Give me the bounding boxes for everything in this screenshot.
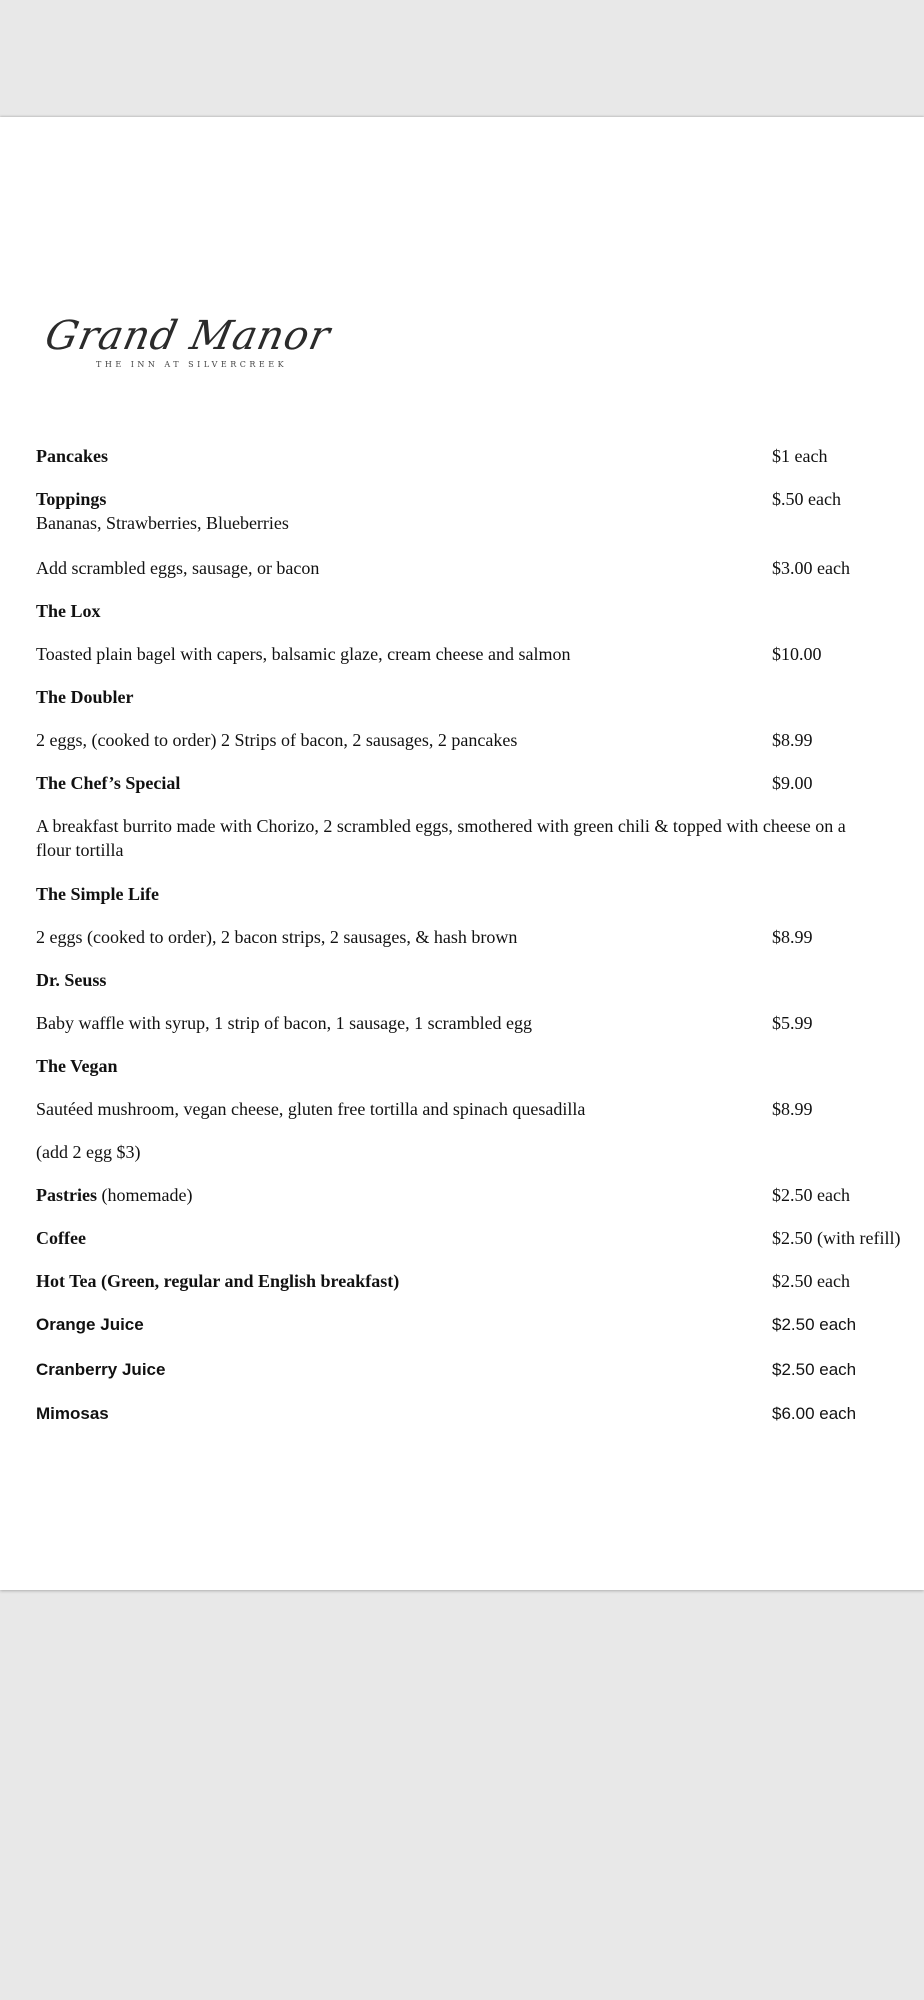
item-name: The Lox	[36, 601, 101, 621]
item-price: $2.50 each	[772, 1315, 857, 1334]
item-price: $6.00 each	[772, 1404, 857, 1423]
item-text: Baby waffle with syrup, 1 strip of bacon, 1 sausage, 1 scrambled egg	[36, 1013, 533, 1033]
menu-item-simple-life-description	[36, 925, 916, 949]
menu-item-vegan-add-egg	[36, 1140, 916, 1164]
item-name: Coffee	[36, 1228, 86, 1248]
item-price: $8.99	[772, 927, 813, 947]
item-text: 2 eggs (cooked to order), 2 bacon strips, 2 sausages, & hash brown	[36, 927, 518, 947]
menu-item-doubler-description	[36, 728, 916, 752]
menu-item-the-lox	[36, 599, 916, 623]
item-price: $1 each	[772, 446, 828, 466]
item-description: Bananas, Strawberries, Blueberries	[36, 513, 289, 533]
item-name: Toppings	[36, 489, 107, 509]
item-price: $10.00	[772, 644, 822, 664]
item-text: Toasted plain bagel with capers, balsamic glaze, cream cheese and salmon	[36, 644, 571, 664]
item-text: Sautéed mushroom, vegan cheese, gluten free tortilla and spinach quesadilla	[36, 1099, 586, 1119]
menu-item-coffee	[36, 1226, 916, 1250]
menu-item-chefs-special-description	[36, 814, 916, 862]
menu-page	[0, 117, 924, 1590]
logo-subtitle: THE INN AT SILVERCREEK	[96, 360, 288, 369]
logo-script-text: Grand Manor	[41, 313, 335, 359]
menu-item-the-doubler	[36, 685, 916, 709]
item-name: Orange Juice	[36, 1315, 144, 1334]
menu-item-dr-seuss-description	[36, 1011, 916, 1035]
menu-item-mimosas	[36, 1402, 916, 1426]
menu-item-lox-description	[36, 642, 916, 666]
item-price: $9.00	[772, 773, 813, 793]
menu-item-vegan-description	[36, 1097, 916, 1121]
menu-item-hot-tea	[36, 1269, 916, 1293]
menu-item-cranberry-juice	[36, 1358, 916, 1382]
item-text: Add scrambled eggs, sausage, or bacon	[36, 558, 320, 578]
menu-item-chefs-special	[36, 771, 916, 795]
item-price: $8.99	[772, 730, 813, 750]
item-name: Pancakes	[36, 446, 108, 466]
item-price: $2.50 each	[772, 1271, 850, 1291]
grand-manor-logo	[41, 313, 346, 393]
item-text: A breakfast burrito made with Chorizo, 2 scrambled eggs, smothered with green chili & topped with cheese on a flour tortilla	[36, 816, 846, 860]
item-text: 2 eggs, (cooked to order) 2 Strips of bacon, 2 sausages, 2 pancakes	[36, 730, 518, 750]
item-price: $2.50 each	[772, 1360, 857, 1379]
item-name: Pastries	[36, 1185, 97, 1205]
item-name: The Chef’s Special	[36, 773, 181, 793]
menu-item-the-vegan	[36, 1054, 916, 1078]
item-note: (homemade)	[96, 1185, 193, 1205]
menu-item-pancakes	[36, 444, 916, 468]
menu-item-orange-juice	[36, 1313, 916, 1337]
item-name: The Vegan	[36, 1056, 118, 1076]
item-name: Hot Tea (Green, regular and English breakfast)	[36, 1271, 400, 1291]
item-name: Mimosas	[36, 1404, 109, 1423]
menu-item-toppings	[36, 487, 916, 535]
item-name: The Doubler	[36, 687, 134, 707]
menu-item-add-ons	[36, 556, 916, 580]
item-price: $.50 each	[772, 489, 841, 509]
item-name: The Simple Life	[36, 884, 160, 904]
menu-item-dr-seuss	[36, 968, 916, 992]
item-name: Cranberry Juice	[36, 1360, 166, 1379]
item-name: Dr. Seuss	[36, 970, 107, 990]
menu-item-simple-life	[36, 882, 916, 906]
menu-item-pastries	[36, 1183, 916, 1207]
item-price: $3.00 each	[772, 558, 850, 578]
item-price: $2.50 (with refill)	[772, 1228, 901, 1248]
item-price: $5.99	[772, 1013, 813, 1033]
item-price: $8.99	[772, 1099, 813, 1119]
item-text: (add 2 egg $3)	[36, 1142, 141, 1162]
item-price: $2.50 each	[772, 1185, 850, 1205]
